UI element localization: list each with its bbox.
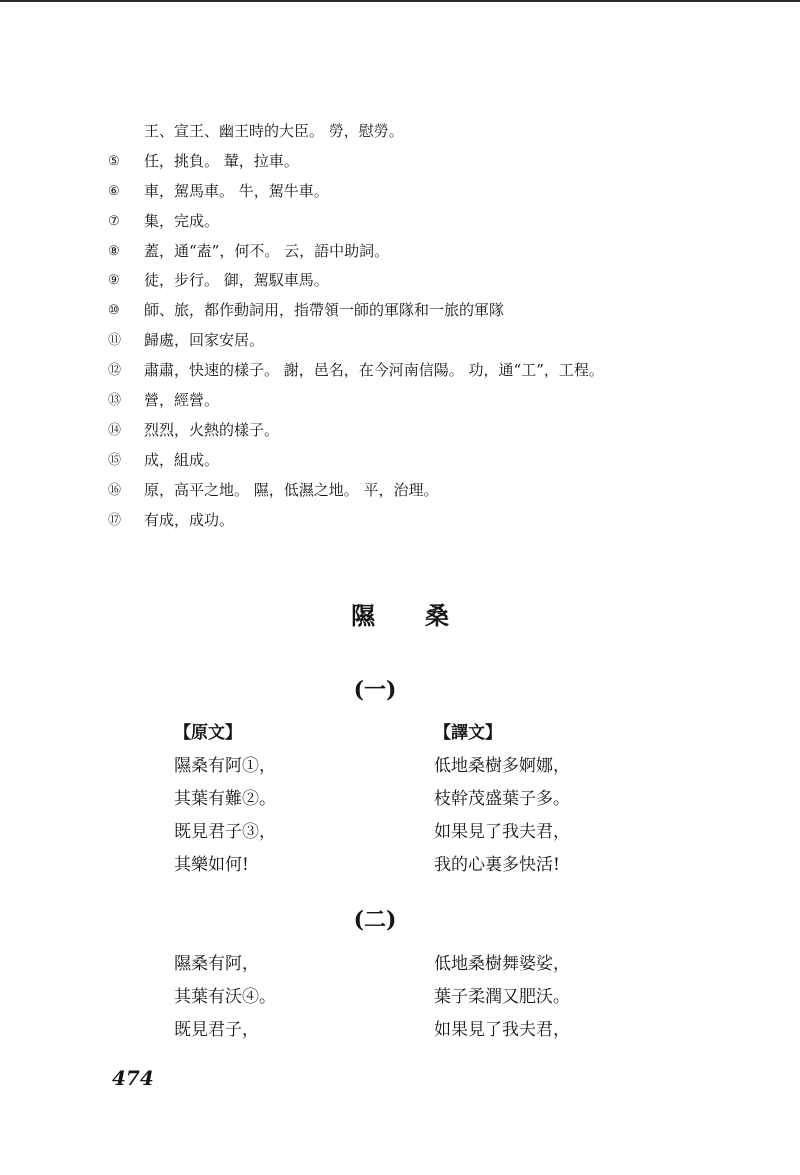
footnote-text: 車，駕馬車。 牛，駕牛車。 bbox=[144, 181, 329, 200]
poem-line: 其樂如何! bbox=[174, 855, 249, 875]
translation-header: 【譯文】 bbox=[434, 723, 502, 743]
footnote-number: ⑦ bbox=[108, 213, 120, 229]
footnote-number: ⑬ bbox=[108, 393, 122, 409]
poem-line: 既見君子③， bbox=[174, 822, 276, 842]
footnote-number: ⑮ bbox=[108, 452, 122, 468]
poem-line: 隰桑有阿， bbox=[174, 954, 259, 974]
footnote bbox=[108, 207, 748, 237]
footnote-continuation bbox=[108, 117, 748, 147]
translation-line: 低地桑樹舞婆娑， bbox=[434, 954, 570, 974]
original-header: 【原文】 bbox=[174, 723, 242, 743]
footnote-text: 成，組成。 bbox=[144, 450, 220, 469]
footnote-number: ⑨ bbox=[108, 273, 120, 289]
footnote bbox=[108, 147, 748, 177]
footnote bbox=[108, 177, 748, 207]
footnote-number: ⑯ bbox=[108, 482, 122, 498]
footnote-number: ⑥ bbox=[108, 183, 120, 199]
translation-line: 枝幹茂盛葉子多。 bbox=[434, 789, 570, 809]
footnote-text: 烈烈，火熱的樣子。 bbox=[144, 420, 280, 439]
poem-line: 隰桑有阿①， bbox=[174, 756, 276, 776]
footnotes bbox=[108, 117, 748, 535]
translation-column bbox=[434, 948, 570, 1047]
footnote-text: 任，挑負。 輦，拉車。 bbox=[144, 151, 299, 170]
translation-line: 低地桑樹多婀娜， bbox=[434, 756, 570, 776]
poem-line: 既見君子， bbox=[174, 1020, 259, 1040]
footnote bbox=[108, 237, 748, 267]
footnote bbox=[108, 356, 748, 386]
footnote bbox=[108, 386, 748, 416]
section-heading: (二) bbox=[353, 907, 397, 933]
translation-line: 如果見了我夫君， bbox=[434, 822, 570, 842]
translation-line: 如果見了我夫君， bbox=[434, 1020, 570, 1040]
footnote-number: ⑪ bbox=[108, 333, 122, 349]
original-text-column bbox=[174, 717, 276, 882]
footnote-text: 有成，成功。 bbox=[144, 510, 235, 529]
page-top-border bbox=[0, 0, 800, 2]
original-text-column bbox=[174, 948, 276, 1047]
page-number: 474 bbox=[112, 1066, 154, 1090]
footnote-text: 師、旅，都作動詞用，指帶領一師的軍隊和一旅的軍隊 bbox=[144, 301, 505, 320]
footnote bbox=[108, 326, 748, 356]
footnote-number: ⑰ bbox=[108, 512, 122, 528]
translation-line: 我的心裏多快活! bbox=[434, 855, 560, 875]
footnote bbox=[108, 416, 748, 446]
poem-title: 隰桑 bbox=[351, 601, 499, 630]
translation-line: 葉子柔潤又肥沃。 bbox=[434, 987, 570, 1007]
footnote bbox=[108, 266, 748, 296]
footnote bbox=[108, 476, 748, 506]
footnote-text: 集，完成。 bbox=[144, 211, 220, 230]
section-heading: (一) bbox=[353, 677, 397, 703]
footnote-number: ⑧ bbox=[108, 243, 120, 259]
footnote-number: ⑫ bbox=[108, 363, 122, 379]
poem-line: 其葉有難②。 bbox=[174, 789, 276, 809]
footnote bbox=[108, 296, 748, 326]
footnote-number: ⑩ bbox=[108, 303, 120, 319]
footnote-text: 營，經營。 bbox=[144, 391, 220, 410]
footnote bbox=[108, 446, 748, 476]
footnote-text: 原，高平之地。 隰，低濕之地。 平，治理。 bbox=[144, 480, 439, 499]
footnote-text: 肅肅，快速的樣子。 謝，邑名，在今河南信陽。 功，通“工”，工程。 bbox=[144, 361, 604, 380]
footnote-text: 歸處，回家安居。 bbox=[144, 331, 265, 350]
footnote-text: 徒，步行。 御，駕馭車馬。 bbox=[144, 271, 329, 290]
translation-column bbox=[434, 717, 570, 882]
footnote-number: ⑤ bbox=[108, 153, 120, 169]
poem-line: 其葉有沃④。 bbox=[174, 987, 276, 1007]
footnote bbox=[108, 506, 748, 536]
footnote-text: 王、宣王、幽王時的大臣。 勞，慰勞。 bbox=[144, 122, 404, 140]
footnote-number: ⑭ bbox=[108, 422, 122, 438]
footnote-text: 蓋，通“盍”，何不。 云，語中助詞。 bbox=[144, 241, 390, 260]
